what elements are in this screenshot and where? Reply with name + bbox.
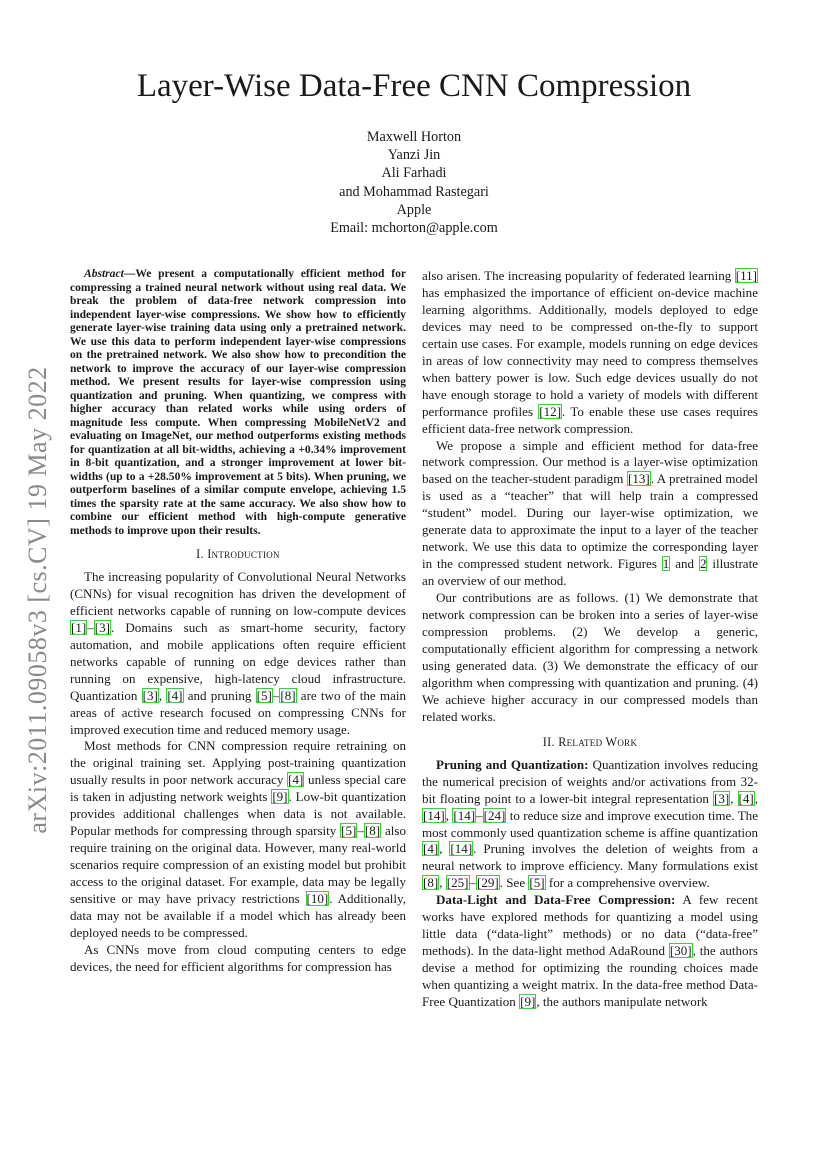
citation-link[interactable]: [12] (539, 403, 562, 419)
citation-link[interactable]: [8] (364, 823, 381, 839)
citation-link[interactable]: [25] (446, 875, 469, 891)
citation-link[interactable]: [3] (94, 619, 110, 635)
citation-link[interactable]: [3] (142, 687, 158, 703)
citation-link[interactable]: [11] (735, 268, 757, 283)
affiliation: Apple (396, 201, 432, 218)
figure-reference-link[interactable]: 1 (662, 556, 670, 572)
intro-paragraph-1: The increasing popularity of Convolutional Neural Networks (CNNs) for visual recognition has driven the development of efficient networks capable of running on low-compute devices [1]–[3]. Domains such as smart-home security, factory automation, and mobile applications often require efficient networks capable of running on edge devices rather than running on expensive, high-latency cloud infrastructure. Quantization [3], [4] and pruning [5]–[8] are two of the main areas of active research focused on compressing CNNs for improved execution time and reduced memory usage. (70, 568, 407, 737)
citation-link[interactable]: [3] (713, 790, 730, 806)
left-column (70, 268, 406, 976)
abstract-label: Abstract (84, 268, 124, 280)
citation-link[interactable]: [4] (423, 841, 439, 857)
email: Email: mchorton@apple.com (330, 220, 498, 237)
citation-link[interactable]: [5] (256, 687, 272, 703)
citation-link[interactable]: [4] (288, 772, 304, 788)
citation-link[interactable]: [13] (627, 471, 650, 487)
citation-link[interactable]: [8] (280, 687, 296, 703)
citation-link[interactable]: [14] (423, 807, 445, 823)
intro-paragraph-2: Most methods for CNN compression require retraining on the original training set. Applying post-training quantization usually results in poor network accuracy [4] unless special care is taken in adjusting network weights [9]. Low-bit quantization provides additional challenges when data is not available. Popular methods for compressing through sparsity [5]–[8] also require training on the original data. However, many real-world scenarios require compression of an existing model but prohibit access to the original dataset. For example, data may be legally sensitive or may have privacy restrictions [10]. Additionally, data may not be available if a model which has already been deployed needs to be compressed. (70, 738, 407, 940)
intro-paragraph-4: We propose a simple and efficient method for data-free network compression. Our method is a layer-wise optimization based on the teacher-student paradigm [13]. A pretrained model is used as a “teacher” that will help train a compressed “student” model. During our layer-wise optimization, we generate data to approximate the input to a layer of the teacher network. We use this data to optimize the corresponding layer in the compressed student network. Figures 1 and 2 illustrate an overview of our method. (422, 437, 758, 589)
citation-link[interactable]: [29] (477, 875, 499, 891)
author-name: Ali Farhadi (381, 165, 447, 182)
abstract: Abstract—We present a computationally efficient method for compressing a trained neural network without using real data. We break the problem of data-free network compression into independent layer-wise compressions. We show how to efficiently generate layer-wise training data using only a pretrained network. We use this data to perform independent layer-wise compressions on the pretrained network. We also show how to precondition the network to improve the accuracy of our layer-wise compression method. We present results for layer-wise compression using quantization and pruning. When quantizing, we compress with higher accuracy than related works while using orders of magnitude less compute. When compressing MobileNetV2 and evaluating on ImageNet, our method outperforms existing methods for quantization at all bit-widths, achieving a +0.34% improvement in 8-bit quantization, and a stronger improvement at lower bit-widths (up to a +28.50% improvement at 5 bits). When pruning, we outperform baselines of a similar compute envelope, achieving 1.5 times the sparsity rate at the same accuracy. We also show how to combine our efficient method with high-compute generative methods to improve upon their results. (70, 268, 406, 537)
right-column (422, 268, 758, 1011)
citation-link[interactable]: [5] (529, 875, 545, 891)
author-name: Maxwell Horton (366, 129, 462, 145)
citation-link[interactable]: [4] (167, 687, 183, 703)
citation-link[interactable]: [14] (453, 807, 476, 823)
citation-link[interactable]: [10] (306, 891, 329, 907)
citation-link[interactable]: [9] (272, 789, 288, 805)
run-in-heading: Pruning and Quantization: (436, 756, 589, 772)
abstract-text: We present a computationally efficient method for compressing a trained neural network without using real data. We break the problem of data-free network compression into independent layer-wise compressions. We show how to efficiently generate layer-wise training data using only a pretrained network. We use this data to perform independent layer-wise compressions on the pretrained network. We also show how to precondition the network to improve the accuracy of our layer-wise compression method. We present results for layer-wise compression using quantization and pruning. When quantizing, we compress with higher accuracy than related works while using orders of magnitude less compute. When compressing MobileNetV2 and evaluating on ImageNet, our method outperforms existing methods for quantization at all bit-widths, achieving a +0.34% improvement in 8-bit quantization, and a stronger improvement at lower bit-widths (up to a +28.50% improvement at 5 bits). When pruning, we outperform baselines of a similar compute envelope, achieving 1.5 times the sparsity rate at the same accuracy. We also show how to combine our efficient method with high-compute generative methods to improve upon their results. (70, 268, 406, 537)
related-paragraph-data-free: Data-Light and Data-Free Compression: A few recent works have explored methods for quantizing a model using little data (“data-light” methods) or no data (“data-free” methods). In the data-light method AdaRound [30], the authors devise a method for optimizing the rounding choices made when quantizing a weight matrix. In the data-free method Data-Free Quantization [9], the authors manipulate network (422, 892, 758, 1010)
arxiv-id: arXiv:2011.09058v3 [cs.CV] 19 May 2022 (23, 366, 52, 834)
citation-link[interactable]: [9] (520, 994, 536, 1010)
paper-title: Layer-Wise Data-Free CNN Compression (136, 68, 692, 104)
section-heading-related-work: II. Related Work (542, 734, 638, 749)
citation-link[interactable]: [5] (341, 823, 357, 839)
citation-link[interactable]: [8] (423, 875, 439, 891)
citation-link[interactable]: [1] (71, 619, 87, 635)
citation-link[interactable]: [14] (450, 841, 473, 857)
related-paragraph-pruning: Pruning and Quantization: Quantization involves reducing the numerical precision of weights and/or activations from 32-bit floating point to a lower-bit integral representation [3], [4], [14], [14]–[24] to reduce size and improve execution time. The most commonly used quantization scheme is affine quantization [4], [14]. Pruning involves the deletion of weights from a neural network to improve efficiency. Many formulations exist [8], [25]–[29]. See [5] for a comprehensive overview. (422, 756, 759, 891)
arxiv-stamp (8, 300, 68, 900)
citation-link[interactable]: [4] (738, 790, 754, 806)
citation-link[interactable]: [24] (483, 807, 506, 823)
author-name: and Mohammad Rastegari (339, 183, 489, 200)
run-in-heading: Data-Light and Data-Free Compression: (436, 892, 676, 908)
intro-paragraph-3: As CNNs move from cloud computing centers to edge devices, the need for efficient algorithms for compression has (70, 941, 406, 974)
figure-reference-link[interactable]: 2 (699, 556, 707, 572)
citation-link[interactable]: [30] (669, 943, 692, 959)
intro-paragraph-3-continued: also arisen. The increasing popularity of federated learning [11] has emphasized the importance of efficient on-device machine learning algorithms. Additionally, models deployed to edge devices may need to be compressed on-the-fly to support certain use cases. For example, models running on edge devices in areas of low connectivity may need to compress themselves when battery power is low. Such edge devices usually do not have enough storage to hold a variety of models with different performance profiles [12]. To enable these use cases requires efficient data-free network compression. (422, 268, 759, 436)
intro-paragraph-5: Our contributions are as follows. (1) We demonstrate that network compression can be broken into a series of layer-wise compression problems. (2) We develop a generic, computationally efficient algorithm for compressing a network using generated data. (3) We demonstrate the efficacy of our algorithm when compressing with quantization and pruning. (4) We achieve higher accuracy in our compressed models than related works. (422, 590, 758, 724)
author-block (0, 128, 828, 237)
author-name: Yanzi Jin (387, 147, 441, 164)
section-heading-introduction: I. Introduction (196, 547, 280, 561)
